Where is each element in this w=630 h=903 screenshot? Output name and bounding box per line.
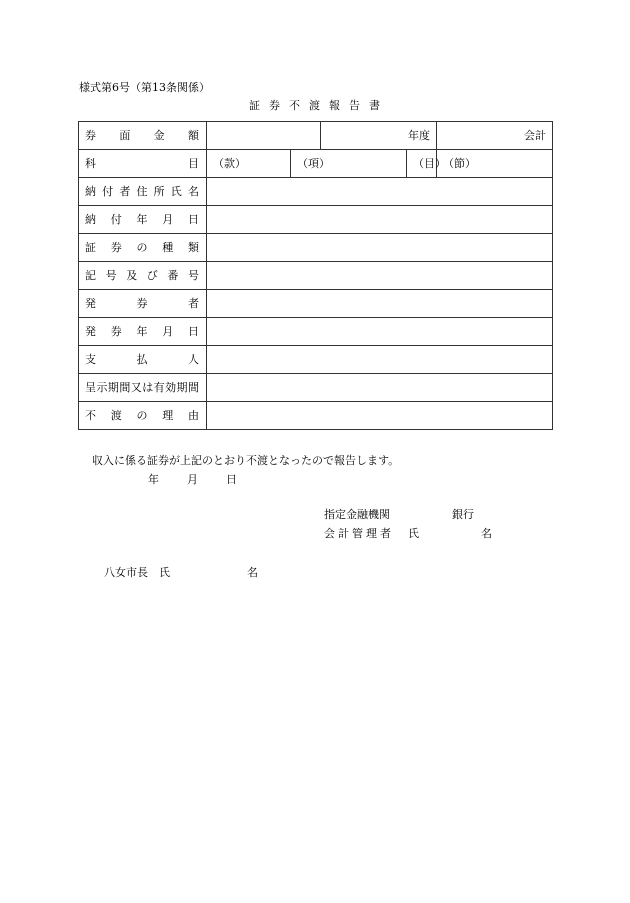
row-label	[79, 290, 207, 318]
row-label-text: 納 付 者 住 所 氏 名	[85, 185, 199, 198]
mayor-name-prefix: 氏	[159, 566, 170, 579]
bank-label: 指定金融機関	[324, 508, 390, 521]
value-field	[207, 206, 553, 234]
date-month: 月	[187, 473, 198, 486]
value-field	[207, 290, 553, 318]
row-label-text: 支 払 人	[85, 353, 199, 366]
table-row	[79, 262, 553, 290]
account-field: 会計	[437, 122, 553, 150]
mayor-name-suffix: 名	[247, 566, 258, 579]
row-label-text: 証 券 の 種 類	[85, 241, 199, 254]
value-field	[207, 178, 553, 206]
table-row	[79, 122, 553, 150]
table-row	[79, 318, 553, 346]
bank-suffix: 銀行	[452, 508, 474, 521]
report-table	[78, 121, 553, 430]
row-label-text: 不 渡 の 理 由	[85, 409, 199, 422]
row-label	[79, 122, 207, 150]
table-body	[79, 122, 553, 430]
row-label-text: 呈 示 期 間 又 は 有 効 期 間	[85, 381, 199, 394]
table-row	[79, 290, 553, 318]
row-label	[79, 318, 207, 346]
row-label	[79, 402, 207, 430]
row-label-text: 発 券 者	[85, 297, 199, 310]
category-moku-field: （目）	[407, 150, 437, 178]
row-label-text: 記 号 及 び 番 号	[85, 269, 199, 282]
date-day: 日	[226, 473, 237, 486]
form-number: 様式第6号（第13条関係）	[79, 81, 210, 94]
row-label	[79, 150, 207, 178]
manager-name-suffix: 名	[481, 527, 492, 540]
table-row	[79, 206, 553, 234]
table-row	[79, 374, 553, 402]
row-label-text: 納 付 年 月 日	[85, 213, 199, 226]
manager-name-prefix: 氏	[408, 527, 419, 540]
table-row	[79, 150, 553, 178]
row-label-text: 発 券 年 月 日	[85, 325, 199, 338]
category-setsu-field: （節）	[437, 150, 553, 178]
row-label	[79, 178, 207, 206]
category-kan-field: （款）	[207, 150, 291, 178]
mayor-line	[104, 567, 258, 578]
row-label-text: 券 面 金 額	[85, 129, 199, 142]
date-line	[148, 474, 237, 485]
row-label-text: 科 目	[85, 157, 199, 170]
report-statement: 収入に係る証券が上記のとおり不渡となったので報告します。	[92, 454, 400, 467]
category-kou-field: （項）	[291, 150, 407, 178]
manager-line	[324, 528, 492, 539]
value-field	[207, 402, 553, 430]
row-label	[79, 206, 207, 234]
table-row	[79, 234, 553, 262]
date-year: 年	[148, 473, 159, 486]
row-label	[79, 346, 207, 374]
manager-label: 会計管理者	[324, 527, 394, 540]
value-field	[207, 318, 553, 346]
amount-field	[207, 122, 321, 150]
table-row	[79, 402, 553, 430]
row-label	[79, 374, 207, 402]
value-field	[207, 374, 553, 402]
table-row	[79, 346, 553, 374]
value-field	[207, 234, 553, 262]
value-field	[207, 262, 553, 290]
mayor-label: 八女市長	[104, 566, 148, 579]
document-title: 証 券 不 渡 報 告 書	[249, 99, 380, 112]
table-row	[79, 178, 553, 206]
row-label	[79, 234, 207, 262]
value-field	[207, 346, 553, 374]
fiscal-year-field: 年度	[321, 122, 437, 150]
row-label	[79, 262, 207, 290]
bank-line	[324, 509, 474, 520]
